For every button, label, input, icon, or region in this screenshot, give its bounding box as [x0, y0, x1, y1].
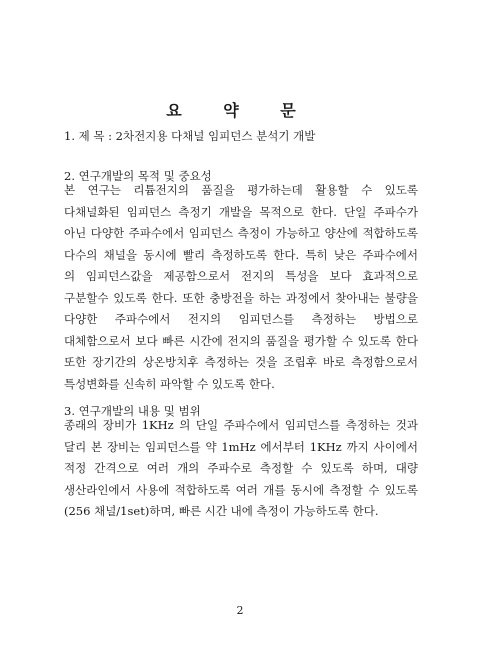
paragraph-line: 대체함으로서 보다 빠른 시간에 전지의 품질을 평가할 수 있도록 한다 [64, 333, 418, 348]
document-title: 요 약 문 [166, 101, 314, 120]
paragraph-line: 종래의 장비가 1KHz 의 단일 주파수에서 임피던스를 측정하는 것과 [64, 418, 418, 432]
section-2-paragraph [64, 180, 418, 395]
paragraph-line: 달리 본 장비는 임피던스를 약 1mHz 에서부터 1KHz 까지 사이에서 [64, 439, 418, 454]
paragraph-line: 아닌 다양한 주파수에서 임피던스 측정이 가능하고 양산에 적합하도록 [64, 226, 418, 240]
paragraph-line: 적정 간격으로 여러 개의 주파수로 측정할 수 있도록 하며, 대량 [64, 461, 418, 475]
paragraph-line: 특성변화를 신속히 파악할 수 있도록 한다. [64, 376, 275, 391]
section-3-heading: 3. 연구개발의 내용 및 범위 [64, 404, 201, 418]
paragraph-line: 다수의 채널을 동시에 빨리 측정하도록 한다. 특히 낮은 주파수에서 [64, 247, 418, 262]
paragraph-line: 생산라인에서 사용에 적합하도록 여러 개를 동시에 측정할 수 있도록 [64, 482, 418, 497]
paragraph-line: 다양한 주파수에서 전지의 임피던스를 측정하는 방법으로 [64, 312, 418, 326]
page-number: 2 [236, 604, 244, 617]
section-1-heading: 1. 제 목 : 2차전지용 다채널 임피던스 분석기 개발 [64, 129, 316, 143]
section-3-paragraph [64, 415, 418, 523]
paragraph-line: 본 연구는 리튬전지의 품질을 평가하는데 활용할 수 있도록 [64, 183, 418, 197]
paragraph-line: 또한 장기간의 상온방치후 측정하는 것을 조립후 바로 측정함으로서 [64, 355, 418, 369]
paragraph-line: 구분할수 있도록 한다. 또한 충방전을 하는 과정에서 찾아내는 불량을 [64, 290, 418, 305]
paragraph-line: 의 임피던스값을 제공함으로서 전지의 특성을 보다 효과적으로 [64, 269, 418, 283]
paragraph-line: (256 채널/1set)하며, 빠른 시간 내에 측정이 가능하도록 한다. [64, 504, 379, 518]
section-2-heading: 2. 연구개발의 목적 및 중요성 [64, 169, 212, 183]
paragraph-line: 다채널화된 임피던스 측정기 개발을 목적으로 한다. 단일 주파수가 [64, 204, 418, 219]
